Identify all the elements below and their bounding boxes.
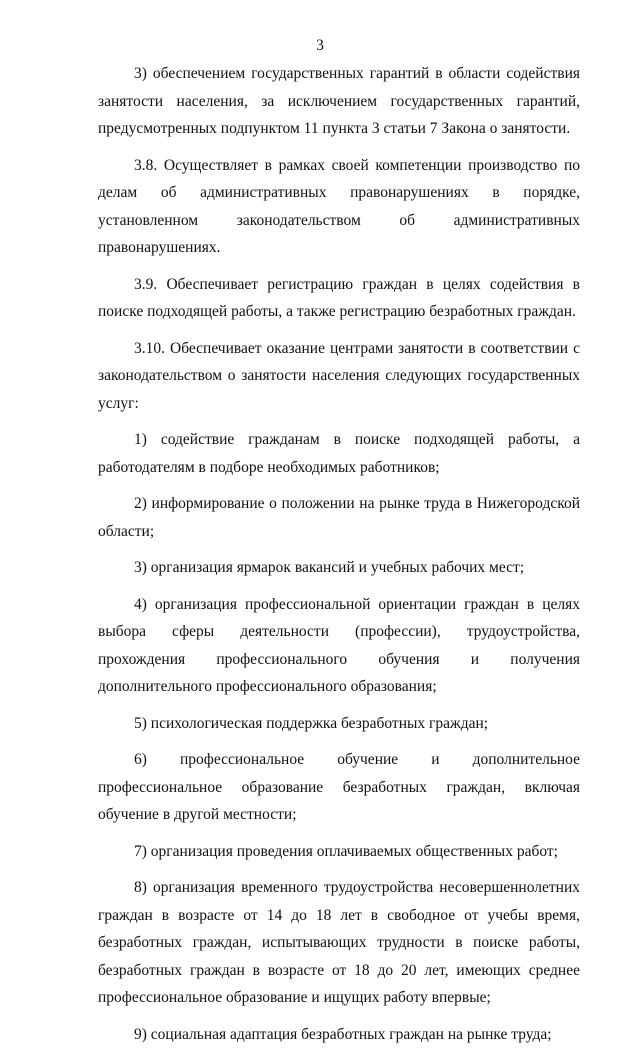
list-item-5-psychological-support: 5) психологическая поддержка безработных граждан;: [134, 714, 489, 732]
paragraph-3-8-administrative-offenses: 3.8. Осуществляет в рамках своей компетенции производство по делам об административных правонарушениях в порядке, установленном законодательством об административных правонарушениях.: [98, 156, 580, 256]
page-number: 3: [316, 37, 324, 54]
list-item-3-job-fairs: 3) организация ярмарок вакансий и учебных рабочих мест;: [134, 559, 525, 576]
list-item-2-labor-market-info: 2) информирование о положении на рынке труда в Нижегородской области;: [98, 495, 580, 540]
list-item-8-temporary-employment: 8) организация временного трудоустройства несовершеннолетних граждан в возрасте от 14 до 18 лет в свободное от учебы время, безработных граждан, испытывающих трудности в поиске работы, безработных граждан в возрасте от 18 до 20 лет, имеющих среднее профессиональное образование и ищущих работу впервые;: [98, 879, 580, 1006]
list-item-6-vocational-training: 6) профессиональное обучение и дополнительное профессиональное образование безработных граждан, включая обучение в другой местности;: [98, 751, 580, 823]
document-body: [98, 60, 580, 1057]
paragraph-3-9-registration: 3.9. Обеспечивает регистрацию граждан в целях содействия в поиске подходящей работы, а также регистрацию безработных граждан.: [98, 275, 580, 320]
list-item-7-public-works: 7) организация проведения оплачиваемых общественных работ;: [134, 842, 558, 860]
list-item-4-career-guidance: 4) организация профессиональной ориентации граждан в целях выбора сферы деятельности (профессии), трудоустройства, прохождения профессионального обучения и получения дополнительного профессионального образования;: [98, 595, 580, 695]
paragraph-3-10-state-services: 3.10. Обеспечивает оказание центрами занятости в соответствии с законодательством о занятости населения следующих государственных услуг:: [98, 339, 580, 412]
paragraph-item-3-guarantees: 3) обеспечением государственных гарантий в области содействия занятости населения, за исключением государственных гарантий, предусмотренных подпунктом 11 пункта 3 статьи 7 Закона о занятости.: [98, 65, 580, 137]
list-item-9-social-adaptation: 9) социальная адаптация безработных граждан на рынке труда;: [134, 1025, 552, 1043]
list-item-1-job-search: 1) содействие гражданам в поиске подходящей работы, а работодателям в подборе необходимых работников;: [98, 431, 580, 476]
